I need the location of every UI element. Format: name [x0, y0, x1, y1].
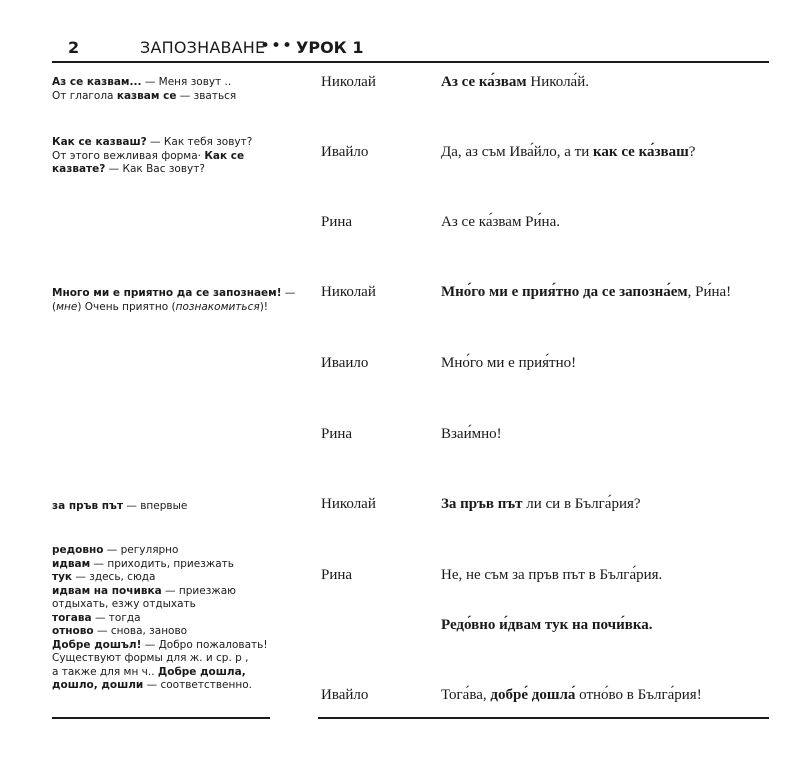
note-term: дошло, дошли — [52, 679, 144, 691]
dialogue-speaker: Рина — [321, 426, 353, 442]
chapter-title: ЗАПОЗНАВАНЕ — [140, 38, 266, 57]
note-term: за пръв път — [52, 500, 124, 512]
vocab-note-kazvam — [52, 76, 297, 103]
dialogue-speaker: Иваило — [321, 355, 369, 371]
note-term: Много ми е приятно да се запознаем! — [52, 287, 282, 299]
note-text: ) Очень приятно ( — [77, 300, 176, 313]
highlighted-phrase: Мно́го ми е прия́тно да се запозна́ем — [441, 284, 688, 300]
note-line — [52, 585, 297, 599]
dialogue-line — [441, 496, 641, 513]
dialogue-speaker: Рина — [321, 567, 353, 583]
note-line — [52, 571, 297, 585]
note-term: Добре дошъл! — [52, 638, 142, 651]
note-term: идвам — [52, 557, 91, 570]
note-translation: — соответственно. — [143, 679, 253, 691]
note-term: идвам на почивка — [52, 584, 162, 597]
highlighted-phrase: За пръв път — [441, 496, 523, 512]
note-line — [52, 163, 297, 177]
note-line — [52, 136, 297, 150]
dialogue-speaker: Ивайло — [321, 687, 369, 703]
note-term: отново — [52, 625, 94, 637]
bullet-separator: ••• — [260, 36, 294, 56]
note-translation: отдыхать, езжу отдыхать — [52, 598, 196, 610]
lesson-title: УРОК 1 — [296, 38, 364, 57]
highlighted-phrase: Редо́вно и́двам тук на почи́вка. — [441, 617, 653, 633]
note-translation: — впервые — [123, 500, 188, 512]
note-translation: — Добро пожаловать! — [141, 638, 268, 651]
note-line — [52, 544, 297, 558]
dialogue-line — [441, 214, 560, 231]
note-text: От этого вежливая форма· — [52, 149, 205, 162]
line-text: Никола́й. — [526, 74, 589, 90]
note-term: тогава — [52, 611, 92, 624]
dialogue-speaker: Ивайло — [321, 144, 369, 160]
notes-bottom-rule — [52, 717, 270, 719]
vocab-note-mnogo-priyatno — [52, 287, 297, 314]
note-text: а также для мн ч.. — [52, 665, 158, 678]
vocab-note-redovno — [52, 544, 297, 693]
vocab-note-kak-se-kazvash — [52, 136, 297, 177]
note-term: Как се казваш? — [52, 136, 147, 148]
note-line — [52, 76, 297, 90]
note-translation: — регулярно — [103, 544, 179, 556]
note-line — [52, 558, 297, 572]
note-translation: — снова, заново — [93, 625, 188, 637]
note-translation: — Меня зовут .. — [141, 76, 232, 88]
line-text: Да, аз съм Ива́йло, а ти — [441, 144, 594, 160]
line-text: отно́во в Бълга́рия! — [575, 687, 702, 703]
note-translation: — здесь, сюда — [72, 571, 156, 583]
dialogue-line — [441, 687, 702, 704]
note-line — [52, 666, 297, 680]
note-line — [52, 679, 297, 693]
line-text: Тога́ва, — [441, 687, 491, 703]
note-line — [52, 652, 297, 666]
line-text: Мно́го ми е прия́тно! — [441, 355, 577, 371]
note-text: Существуют формы для ж. и ср. р , — [52, 652, 249, 664]
highlighted-phrase: Аз се ка́звам — [441, 74, 527, 90]
line-text: Не, не съм за пръв път в Бълга́рия. — [441, 567, 663, 583]
note-translation: — зваться — [176, 89, 237, 102]
dialogue-speaker: Николай — [321, 284, 376, 300]
dialogue-speaker: Рина — [321, 214, 353, 230]
line-text: , Ри́на! — [687, 284, 732, 300]
note-translation: — Как Вас зовут? — [105, 163, 205, 175]
note-term: казвате? — [52, 163, 106, 175]
page-number: 2 — [68, 38, 80, 57]
dialogue-bottom-rule — [318, 717, 769, 719]
line-text: Взаи́мно! — [441, 426, 502, 442]
header-rule — [52, 61, 769, 63]
note-line — [52, 150, 297, 164]
note-text: )! — [259, 300, 269, 313]
note-text: ( — [52, 300, 57, 313]
note-term: редовно — [52, 544, 104, 556]
note-term: Как се — [204, 149, 245, 162]
note-translation: — — [281, 287, 296, 299]
note-line — [52, 598, 297, 612]
line-text: Аз се ка́звам Ри́на. — [441, 214, 560, 230]
note-line — [52, 90, 297, 104]
vocab-note-za-prav-pat — [52, 500, 297, 514]
note-translation: — приходить, приезжать — [90, 557, 234, 570]
note-line — [52, 639, 297, 653]
note-italic: мне — [56, 300, 78, 313]
note-term: Добре дошла, — [157, 665, 246, 678]
note-line — [52, 625, 297, 639]
note-term: Аз се казвам... — [52, 76, 142, 88]
page-header — [0, 0, 800, 70]
dialogue-line — [441, 74, 589, 91]
highlighted-phrase: добре́ дошла́ — [490, 687, 576, 703]
dialogue-line — [441, 567, 662, 584]
dialogue-speaker: Николай — [321, 496, 376, 512]
note-translation: — тогда — [91, 611, 141, 624]
note-term: тук — [52, 571, 73, 583]
note-line — [52, 612, 297, 626]
dialogue-line — [441, 284, 731, 301]
dialogue-line — [441, 426, 502, 443]
line-text: ли си в Бълга́рия? — [522, 496, 641, 512]
dialogue-line — [441, 617, 653, 634]
note-translation: — Как тебя зовут? — [146, 136, 253, 148]
highlighted-phrase: как се ка́зваш — [593, 144, 689, 160]
note-line — [52, 500, 297, 514]
note-text: От глагола — [52, 89, 117, 102]
dialogue-line — [441, 144, 695, 161]
note-line — [52, 301, 297, 315]
line-text: ? — [688, 144, 696, 160]
dialogue-speaker: Николай — [321, 74, 376, 90]
note-italic: познакомиться — [175, 300, 260, 313]
note-line — [52, 287, 297, 301]
dialogue-line — [441, 355, 576, 372]
note-term: казвам се — [116, 89, 177, 102]
note-translation: — приезжаю — [161, 584, 237, 597]
